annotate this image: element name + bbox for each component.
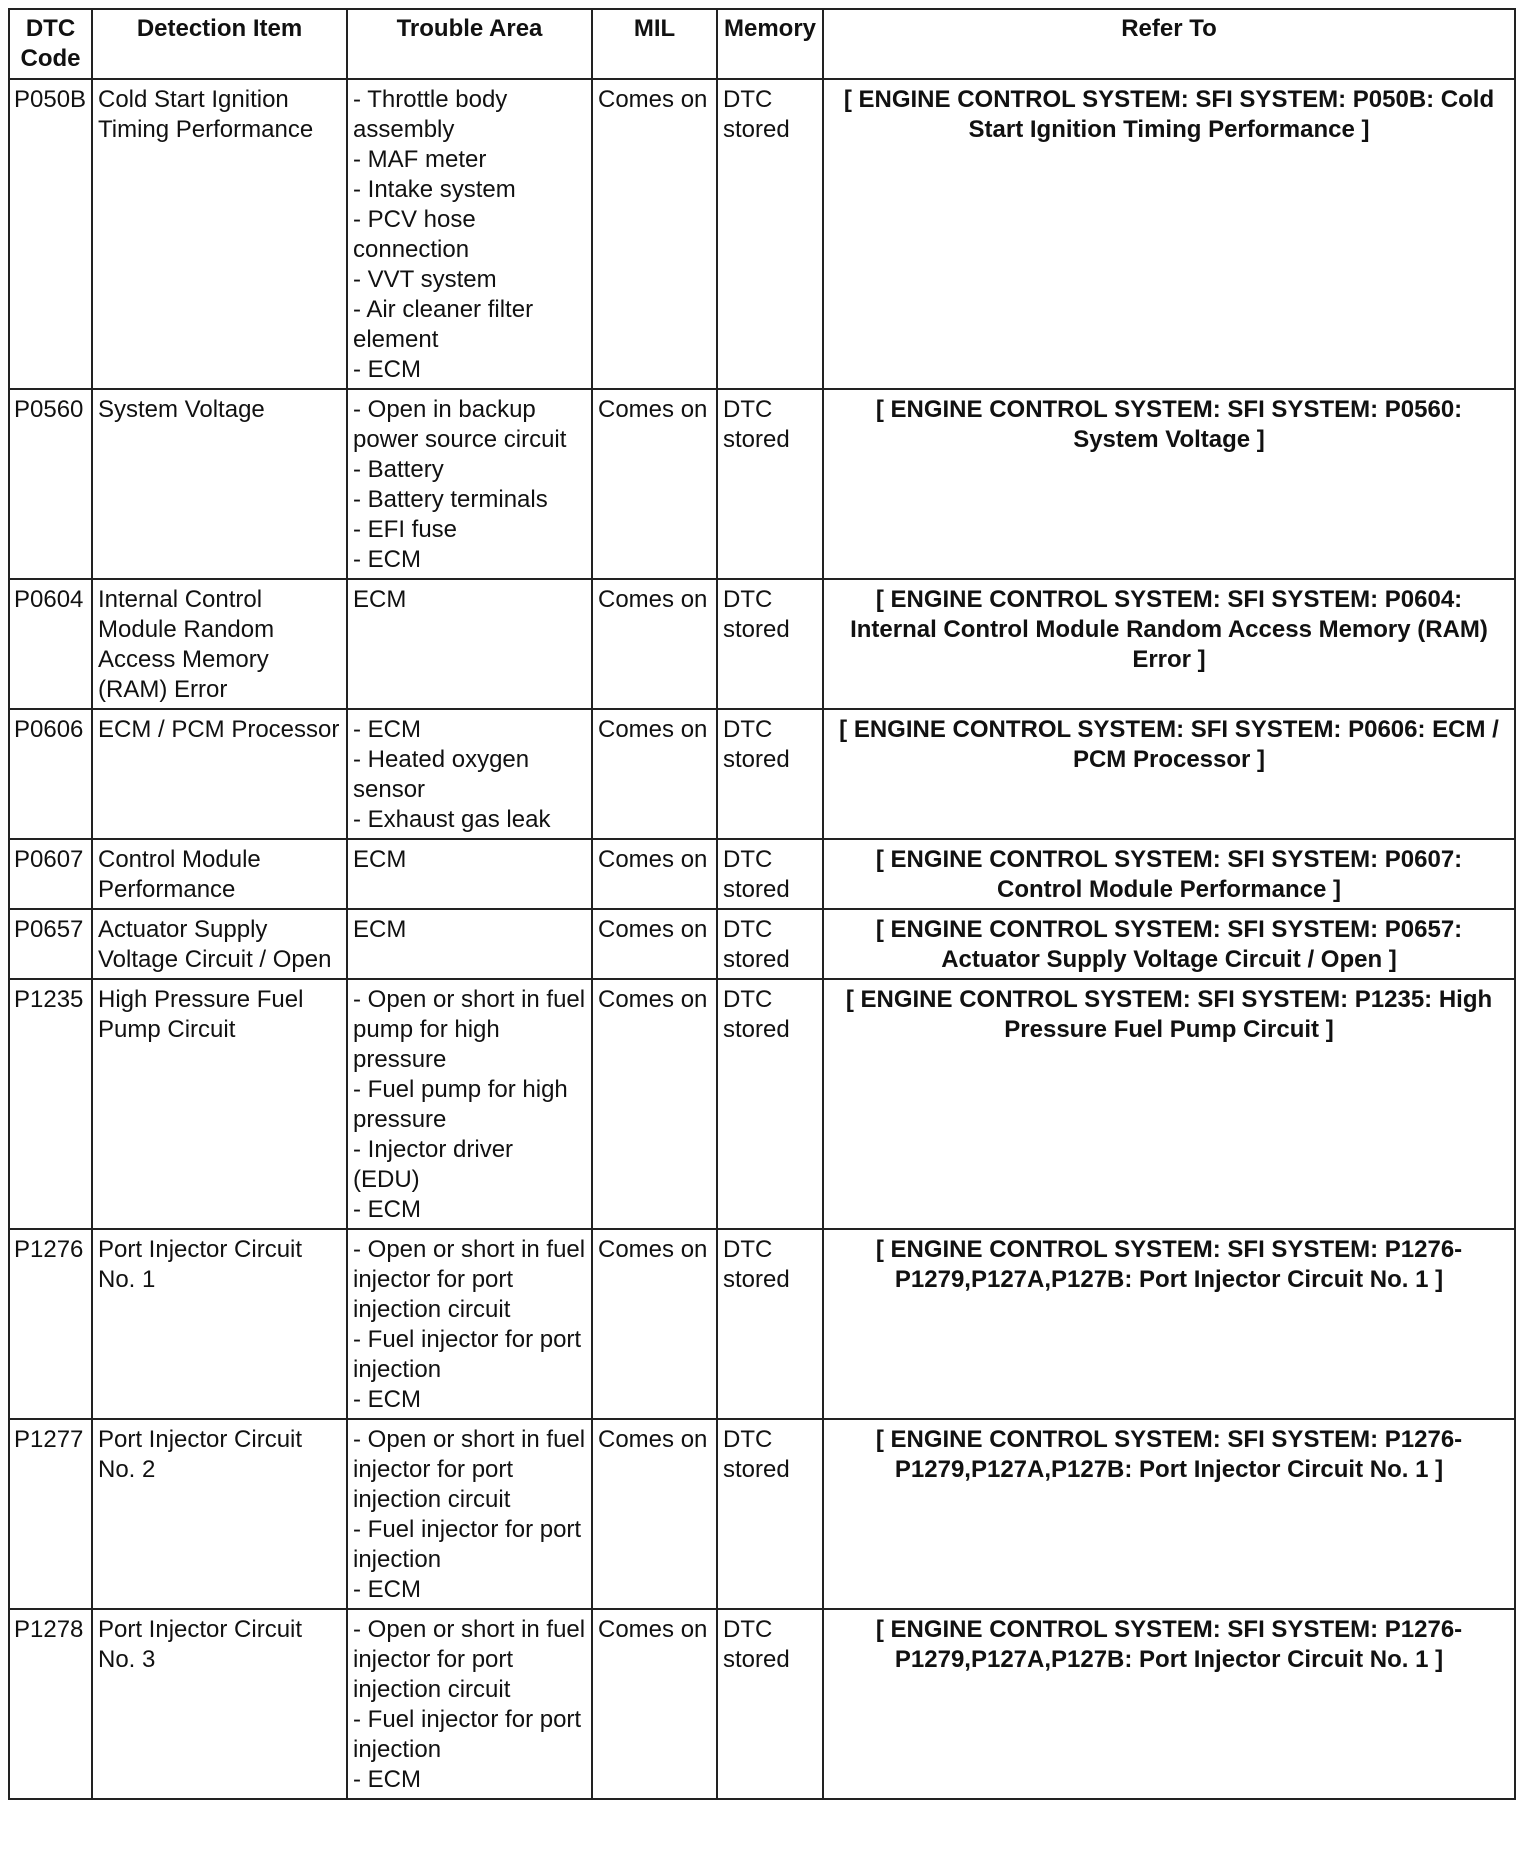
trouble-area-item: - Open or short in fuel pump for high pressure (353, 986, 586, 1073)
dtc-code-cell: P050B (9, 79, 92, 389)
mil-cell: Comes on (592, 839, 717, 909)
trouble-area-item: - Open or short in fuel injector for port injection circuit (353, 1426, 586, 1513)
trouble-area-item: - Injector driver (EDU) (353, 1136, 514, 1193)
trouble-area-cell (347, 709, 592, 839)
trouble-area-item: - VVT system (353, 266, 497, 293)
mil-cell: Comes on (592, 709, 717, 839)
trouble-area-item: - Battery (353, 456, 444, 483)
trouble-area-cell (347, 79, 592, 389)
trouble-area-item: - Open or short in fuel injector for port injection circuit (353, 1616, 586, 1703)
trouble-area-item: - Air cleaner filter element (353, 296, 534, 353)
memory-cell: DTC stored (717, 579, 823, 709)
trouble-area-item: - Open or short in fuel injector for port injection circuit (353, 1236, 586, 1323)
trouble-area-item: - Battery terminals (353, 486, 548, 513)
memory-cell: DTC stored (717, 979, 823, 1229)
mil-cell: Comes on (592, 979, 717, 1229)
trouble-area-item: - ECM (353, 546, 421, 573)
trouble-area-item: - ECM (353, 1196, 421, 1223)
trouble-area-item: - Intake system (353, 176, 516, 203)
refer-to-link[interactable]: [ ENGINE CONTROL SYSTEM: SFI SYSTEM: P1276-P1279,P127A,P127B: Port Injector Circuit No. 1 ] (823, 1609, 1515, 1799)
detection-item-cell: System Voltage (92, 389, 347, 579)
header-dtc-code-line2: Code (20, 45, 81, 72)
trouble-area-item: - EFI fuse (353, 516, 458, 543)
header-trouble-area: Trouble Area (347, 9, 592, 79)
mil-cell: Comes on (592, 389, 717, 579)
table-row (9, 1609, 1515, 1799)
header-dtc-code (9, 9, 92, 79)
detection-item-cell: Control Module Performance (92, 839, 347, 909)
trouble-area-cell (347, 839, 592, 909)
trouble-area-item: - ECM (353, 356, 421, 383)
trouble-area-cell (347, 1609, 592, 1799)
dtc-code-cell: P1277 (9, 1419, 92, 1609)
detection-item-cell: Port Injector Circuit No. 2 (92, 1419, 347, 1609)
table-row (9, 79, 1515, 389)
trouble-area-item: ECM (353, 846, 407, 873)
mil-cell: Comes on (592, 1229, 717, 1419)
memory-cell: DTC stored (717, 1419, 823, 1609)
refer-to-link[interactable]: [ ENGINE CONTROL SYSTEM: SFI SYSTEM: P0606: ECM / PCM Processor ] (823, 709, 1515, 839)
header-memory: Memory (717, 9, 823, 79)
memory-cell: DTC stored (717, 79, 823, 389)
refer-to-link[interactable]: [ ENGINE CONTROL SYSTEM: SFI SYSTEM: P1276-P1279,P127A,P127B: Port Injector Circuit No. 1 ] (823, 1419, 1515, 1609)
trouble-area-item: - ECM (353, 716, 421, 743)
dtc-code-cell: P0604 (9, 579, 92, 709)
detection-item-cell: Cold Start Ignition Timing Performance (92, 79, 347, 389)
table-row (9, 1229, 1515, 1419)
mil-cell: Comes on (592, 79, 717, 389)
detection-item-cell: ECM / PCM Processor (92, 709, 347, 839)
trouble-area-cell (347, 579, 592, 709)
trouble-area-item: - Fuel injector for port injection (353, 1516, 582, 1573)
refer-to-link[interactable]: [ ENGINE CONTROL SYSTEM: SFI SYSTEM: P1235: High Pressure Fuel Pump Circuit ] (823, 979, 1515, 1229)
header-detection-item: Detection Item (92, 9, 347, 79)
mil-cell: Comes on (592, 909, 717, 979)
table-row (9, 1419, 1515, 1609)
dtc-code-cell: P0560 (9, 389, 92, 579)
trouble-area-cell (347, 1419, 592, 1609)
trouble-area-item: - ECM (353, 1576, 421, 1603)
trouble-area-item: - PCV hose connection (353, 206, 476, 263)
trouble-area-cell (347, 979, 592, 1229)
dtc-code-cell: P0657 (9, 909, 92, 979)
dtc-code-cell: P0607 (9, 839, 92, 909)
memory-cell: DTC stored (717, 389, 823, 579)
dtc-table (8, 8, 1516, 1800)
detection-item-cell: Port Injector Circuit No. 3 (92, 1609, 347, 1799)
dtc-code-cell: P1235 (9, 979, 92, 1229)
refer-to-link[interactable]: [ ENGINE CONTROL SYSTEM: SFI SYSTEM: P050B: Cold Start Ignition Timing Performance ] (823, 79, 1515, 389)
refer-to-link[interactable]: [ ENGINE CONTROL SYSTEM: SFI SYSTEM: P1276-P1279,P127A,P127B: Port Injector Circuit No. 1 ] (823, 1229, 1515, 1419)
trouble-area-item: - Throttle body assembly (353, 86, 508, 143)
mil-cell: Comes on (592, 579, 717, 709)
trouble-area-item: - Exhaust gas leak (353, 806, 551, 833)
table-header (9, 9, 1515, 79)
detection-item-cell: Port Injector Circuit No. 1 (92, 1229, 347, 1419)
trouble-area-item: - Fuel pump for high pressure (353, 1076, 568, 1133)
dtc-code-cell: P0606 (9, 709, 92, 839)
dtc-code-cell: P1276 (9, 1229, 92, 1419)
trouble-area-item: - Open in backup power source circuit (353, 396, 567, 453)
refer-to-link[interactable]: [ ENGINE CONTROL SYSTEM: SFI SYSTEM: P0560: System Voltage ] (823, 389, 1515, 579)
table-row (9, 709, 1515, 839)
header-row (9, 9, 1515, 79)
trouble-area-item: - ECM (353, 1386, 421, 1413)
detection-item-cell: Internal Control Module Random Access Memory (RAM) Error (92, 579, 347, 709)
dtc-code-cell: P1278 (9, 1609, 92, 1799)
trouble-area-item: - ECM (353, 1766, 421, 1793)
detection-item-cell: Actuator Supply Voltage Circuit / Open (92, 909, 347, 979)
table-row (9, 839, 1515, 909)
memory-cell: DTC stored (717, 1229, 823, 1419)
trouble-area-item: ECM (353, 586, 407, 613)
trouble-area-item: ECM (353, 916, 407, 943)
refer-to-link[interactable]: [ ENGINE CONTROL SYSTEM: SFI SYSTEM: P0657: Actuator Supply Voltage Circuit / Open ] (823, 909, 1515, 979)
memory-cell: DTC stored (717, 1609, 823, 1799)
trouble-area-item: - Fuel injector for port injection (353, 1326, 582, 1383)
trouble-area-item: - Heated oxygen sensor (353, 746, 530, 803)
header-refer-to: Refer To (823, 9, 1515, 79)
table-row (9, 979, 1515, 1229)
mil-cell: Comes on (592, 1419, 717, 1609)
trouble-area-item: - MAF meter (353, 146, 487, 173)
trouble-area-cell (347, 909, 592, 979)
trouble-area-cell (347, 1229, 592, 1419)
table-row (9, 579, 1515, 709)
trouble-area-item: - Fuel injector for port injection (353, 1706, 582, 1763)
mil-cell: Comes on (592, 1609, 717, 1799)
table-row (9, 389, 1515, 579)
refer-to-link[interactable]: [ ENGINE CONTROL SYSTEM: SFI SYSTEM: P0607: Control Module Performance ] (823, 839, 1515, 909)
memory-cell: DTC stored (717, 709, 823, 839)
trouble-area-cell (347, 389, 592, 579)
table-row (9, 909, 1515, 979)
refer-to-link[interactable]: [ ENGINE CONTROL SYSTEM: SFI SYSTEM: P0604: Internal Control Module Random Access Memory (RAM) Error ] (823, 579, 1515, 709)
header-mil: MIL (592, 9, 717, 79)
table-body (9, 79, 1515, 1799)
memory-cell: DTC stored (717, 909, 823, 979)
detection-item-cell: High Pressure Fuel Pump Circuit (92, 979, 347, 1229)
memory-cell: DTC stored (717, 839, 823, 909)
header-dtc-code-line1: DTC (25, 15, 76, 42)
